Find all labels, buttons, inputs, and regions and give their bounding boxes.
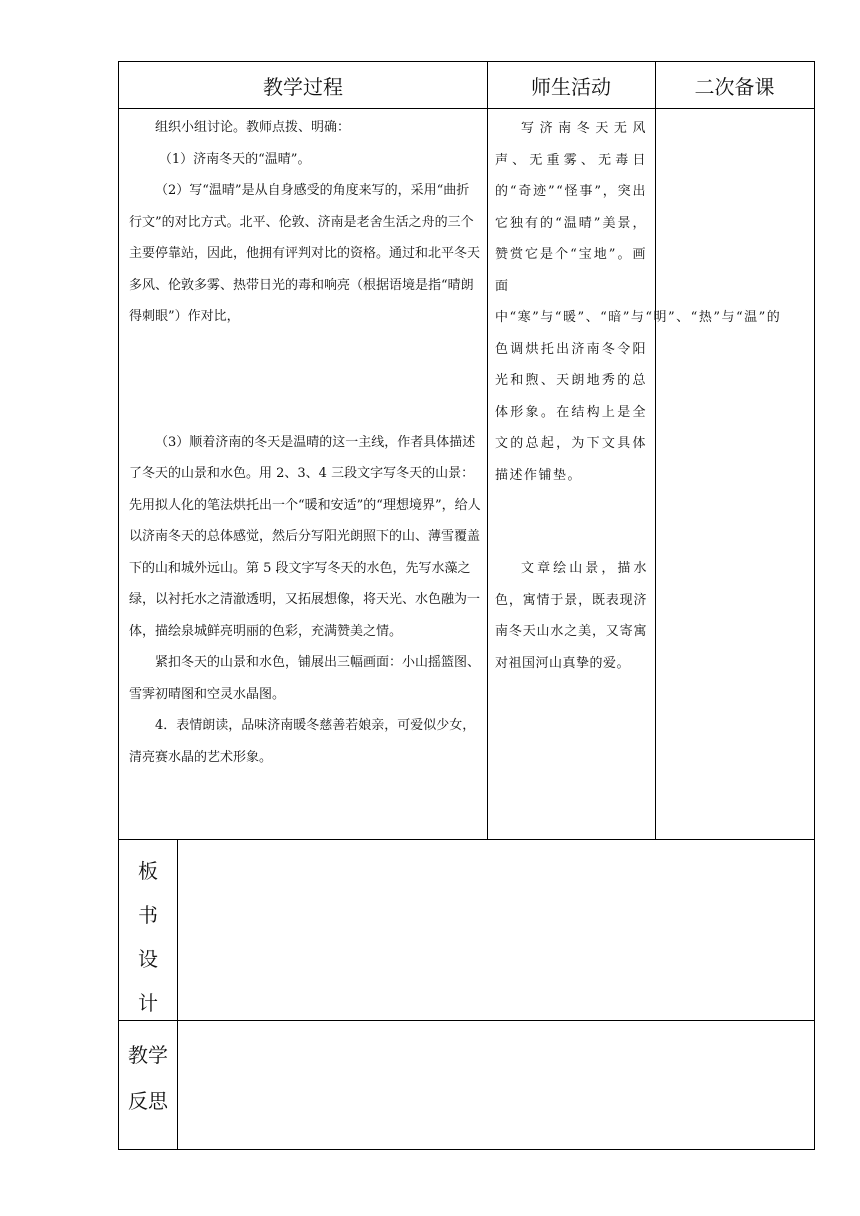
process-paragraph: （1）济南冬天的“温晴”。: [158, 151, 311, 167]
lesson-plan-table: [118, 61, 815, 1150]
reflection-row-divider: [119, 1020, 814, 1021]
col-divider-1: [487, 62, 488, 839]
header-divider: [119, 108, 814, 109]
reflection-line: 反思: [128, 1089, 168, 1113]
spacer: [495, 491, 647, 553]
board-design-char: 板: [138, 859, 158, 883]
activity-paragraph: 写济南冬天无风声、无重雾、无毒日的“奇迹”“怪事”，突出它独有的“温晴”美景，赞赏它是个“宝地”。画面中“寒”与“暖”、“暗”与“明”、“热”与“温”的色调烘托出济南冬令阳光和煦、天朗地秀的总体形象。在结构上是全文的总起，为下文具体描述作铺垫。: [495, 121, 782, 483]
process-paragraph: 紧扣冬天的山景和水色，铺展出三幅画面：小山摇篮图、雪霁初晴图和空灵水晶图。: [129, 655, 481, 702]
label-col-divider: [177, 839, 178, 1149]
teaching-process-cell: [129, 112, 481, 773]
process-paragraph: （2）写“温晴”是从自身感受的角度来写的，采用“曲折行文”的对比方式。北平、伦敦、济南是老舍生活之舟的三个主要停靠站，因此，他拥有评判对比的资格。通过和北平冬天多风、伦敦多雾、热带日光的毒和响亮（根据语境是指“晴朗得刺眼”）作对比，: [129, 183, 481, 324]
process-paragraph: （3）顺着济南的冬天是温晴的这一主线，作者具体描述了冬天的山景和水色。用 2、3、4 三段文字写冬天的山景：先用拟人化的笔法烘托出一个“暖和安适”的“理想境界”，给人以济南冬天的总体感觉，然后分写阳光朗照下的山、薄雪覆盖下的山和城外远山。第 5 段文字写冬天的水色，先写水藻之绿，以衬托水之清澈透明，又拓展想像，将天光、水色融为一体，描绘泉城鲜亮明丽的色彩，充满赞美之情。: [129, 434, 481, 639]
reflection-label: [119, 1020, 177, 1124]
header-activities: 师生活动: [531, 74, 611, 99]
spacer: [129, 333, 481, 427]
board-design-char: 计: [138, 991, 158, 1015]
col-divider-2: [655, 62, 656, 839]
activities-cell: [495, 113, 782, 679]
process-paragraph: 4．表情朗读，品味济南暖冬慈善若娘亲，可爱似少女，清亮赛水晶的艺术形象。: [129, 718, 476, 765]
header-teaching-process: 教学过程: [263, 74, 343, 99]
reflection-line: 教学: [128, 1043, 168, 1067]
activity-paragraph: 文章绘山景，描水色，寓情于景，既表现济南冬天山水之美，又寄寓对祖国河山真挚的爱。: [495, 561, 647, 671]
board-design-char: 书: [138, 903, 158, 927]
board-design-label: [119, 839, 177, 1025]
board-row-divider: [119, 839, 814, 840]
process-paragraph: 组织小组讨论。教师点拨、明确：: [155, 120, 351, 135]
header-second-prep: 二次备课: [694, 74, 775, 99]
board-design-char: 设: [138, 947, 158, 971]
